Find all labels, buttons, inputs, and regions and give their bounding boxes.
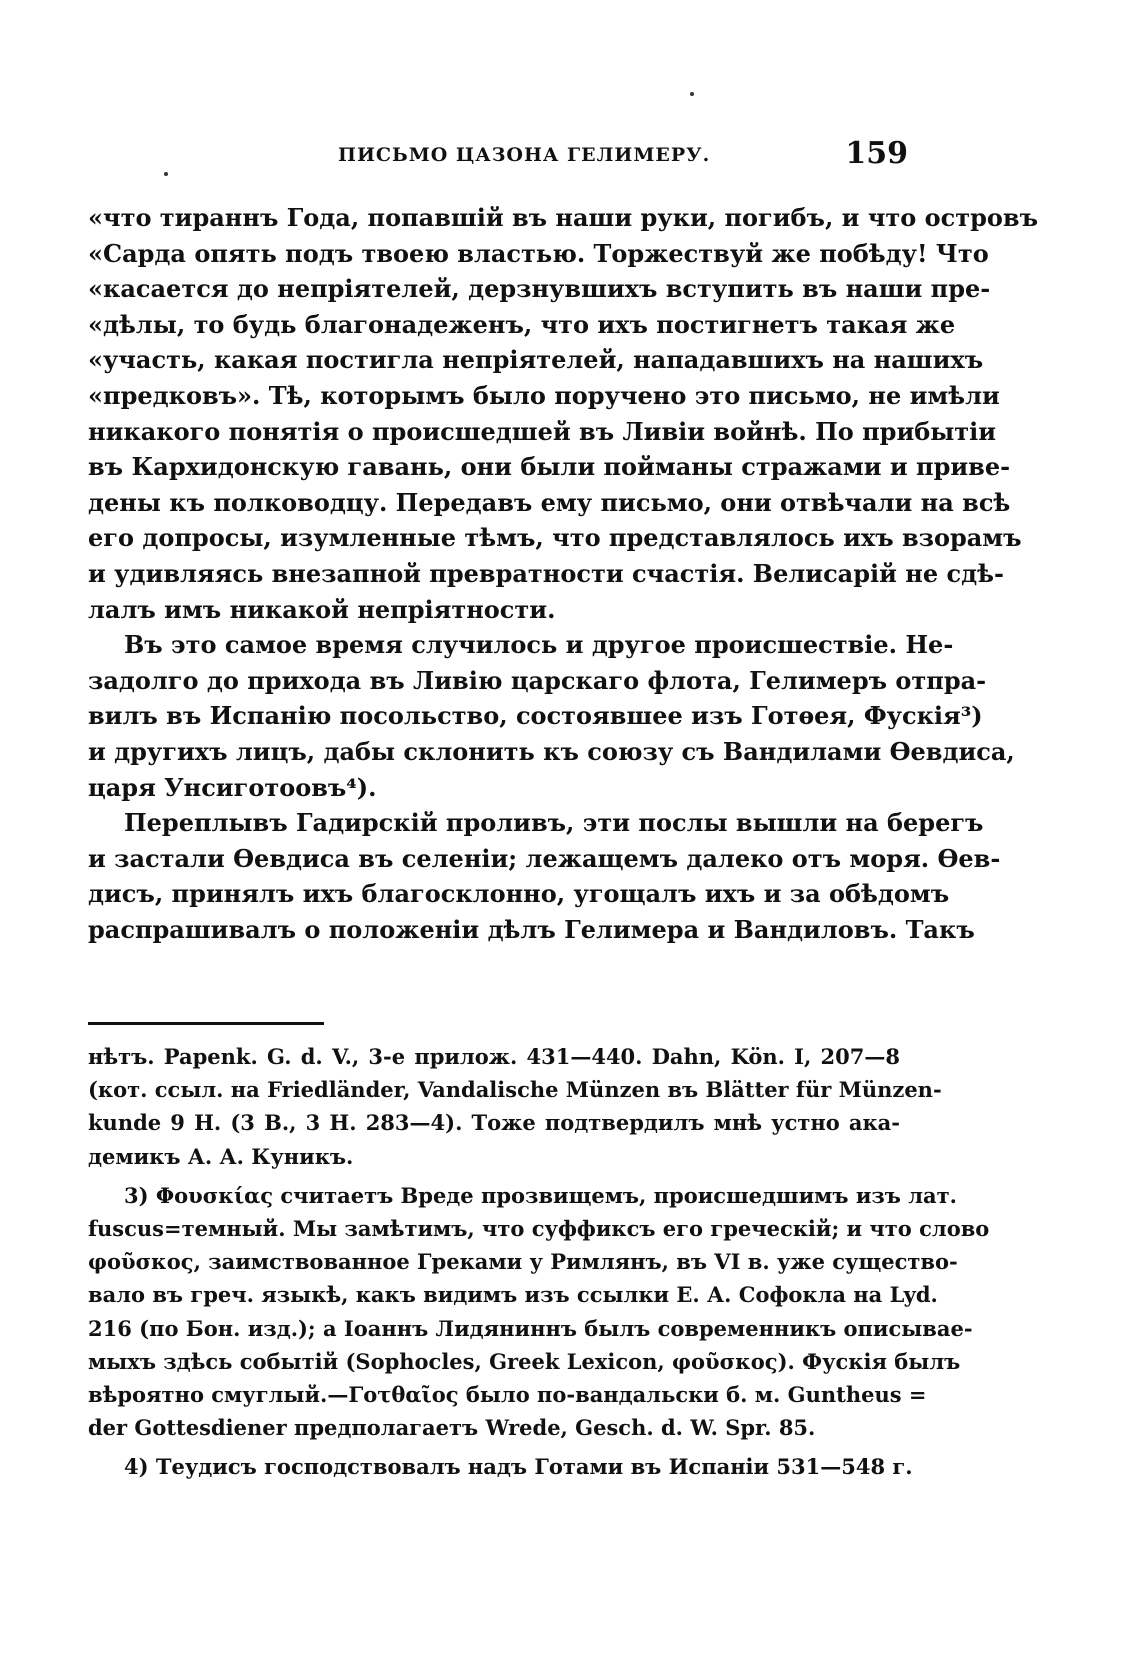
text-line: «участь, какая постигла непріятелей, нападавшихъ на нашихъ — [88, 345, 984, 375]
footnote-line: нѣтъ. Papenk. G. d. V., 3-е прилож. 431—440. Dahn, Kön. I, 207—8 — [88, 1044, 900, 1069]
text-line: Переплывъ Гадирскій проливъ, эти послы вышли на берегъ — [124, 808, 984, 838]
footnote-rule — [88, 1022, 324, 1025]
footnote-line: der Gottesdiener предполагаетъ Wrede, Gesch. d. W. Spr. 85. — [88, 1415, 816, 1441]
text-line: Въ это самое время случилось и другое происшествіе. Не- — [124, 630, 954, 660]
text-line: и удивляясь внезапной превратности счастія. Велисарій не сдѣ- — [88, 558, 1004, 588]
text-line: задолго до прихода въ Ливію царскаго флота, Гелимеръ отпра- — [88, 665, 987, 695]
footnote-line: φοῦσκος, заимствованное Греками у Римлянъ, въ VI в. уже существо- — [88, 1249, 958, 1275]
text-line: «дѣлы, то будь благонадеженъ, что ихъ постигнетъ такая же — [88, 309, 956, 339]
text-line: лалъ имъ никакой непріятности. — [88, 594, 556, 624]
text-line: дены къ полководцу. Передавъ ему письмо, они отвѣчали на всѣ — [88, 487, 1011, 517]
footnote-line: kunde 9 H. (3 B., 3 H. 283—4). Тоже подтвердилъ мнѣ устно ака- — [88, 1110, 900, 1136]
footnote-continued — [88, 1040, 942, 1173]
running-title: ПИСЬМО ЦАЗОНА ГЕЛИМЕРУ. — [338, 144, 711, 166]
text-line: и другихъ лицъ, дабы склонить къ союзу съ Вандилами Ѳевдиса, — [88, 736, 1015, 766]
text-line: «Сарда опять подъ твоею властью. Торжествуй же побѣду! Что — [88, 238, 989, 268]
footnote-line: fuscus=темный. Мы замѣтимъ, что суффиксъ его греческій; и что слово — [88, 1215, 990, 1241]
footnote-line: 3) Φουσκίας считаетъ Вреде прозвищемъ, происшедшимъ изъ лат. — [124, 1182, 957, 1208]
text-line: и застали Ѳевдиса въ селеніи; лежащемъ далеко отъ моря. Ѳев- — [88, 843, 1001, 873]
footnote-line: демикъ А. А. Куникъ. — [88, 1143, 354, 1169]
text-line: дисъ, принялъ ихъ благосклонно, угощалъ ихъ и за обѣдомъ — [88, 879, 950, 909]
running-head — [88, 136, 908, 180]
footnote-line: (кот. ссыл. на Friedländer, Vandalische Münzen въ Blätter für Münzen- — [88, 1077, 942, 1103]
page-number: 159 — [845, 136, 908, 171]
text-line: распрашивалъ о положеніи дѣлъ Гелимера и Вандиловъ. Такъ — [88, 914, 975, 944]
paragraph-1 — [88, 200, 1039, 627]
main-text — [88, 200, 1039, 947]
text-line: «что тираннъ Года, попавшій въ наши руки, погибъ, и что островъ — [88, 203, 1039, 232]
footnote-line: вало въ греч. языкѣ, какъ видимъ изъ ссылки Е. А. Софокла на Lyd. — [88, 1282, 938, 1308]
text-line: никакого понятія о происшедшей въ Ливіи войнѣ. По прибытіи — [88, 416, 997, 446]
text-line: «касается до непріятелей, дерзнувшихъ вступить въ наши пре- — [88, 274, 991, 304]
footnote-line: 4) Теудисъ господствовалъ надъ Готами въ Испаніи 531—548 г. — [124, 1454, 913, 1480]
footnote-line: мыхъ здѣсь событій (Sophocles, Greek Lexicon, φοῦσκος). Фускія былъ — [88, 1348, 961, 1374]
footnote-line: 216 (по Бон. изд.); а Іоаннъ Лидяниннъ былъ современникъ описывае- — [88, 1315, 973, 1341]
footnote-line: вѣроятно смуглый.—Γοτθαῖος было по-вандальски б. м. Guntheus = — [88, 1381, 927, 1407]
text-line: вилъ въ Испанію посольство, состоявшее изъ Готѳея, Фускія³) — [88, 701, 983, 731]
text-line: его допросы, изумленные тѣмъ, что представлялось ихъ взорамъ — [88, 523, 1022, 553]
text-line: царя Унсиготоовъ⁴). — [88, 772, 377, 802]
footnote-4 — [88, 1450, 913, 1483]
footnotes — [88, 1040, 990, 1483]
text-line: «предковъ». Тѣ, которымъ было поручено это письмо, не имѣли — [88, 380, 1000, 410]
ink-speck — [690, 92, 694, 96]
paragraph-3 — [88, 805, 1001, 947]
text-line: въ Кархидонскую гавань, они были пойманы стражами и приве- — [88, 452, 1011, 482]
footnote-3 — [88, 1179, 990, 1445]
paragraph-2 — [88, 627, 1015, 805]
